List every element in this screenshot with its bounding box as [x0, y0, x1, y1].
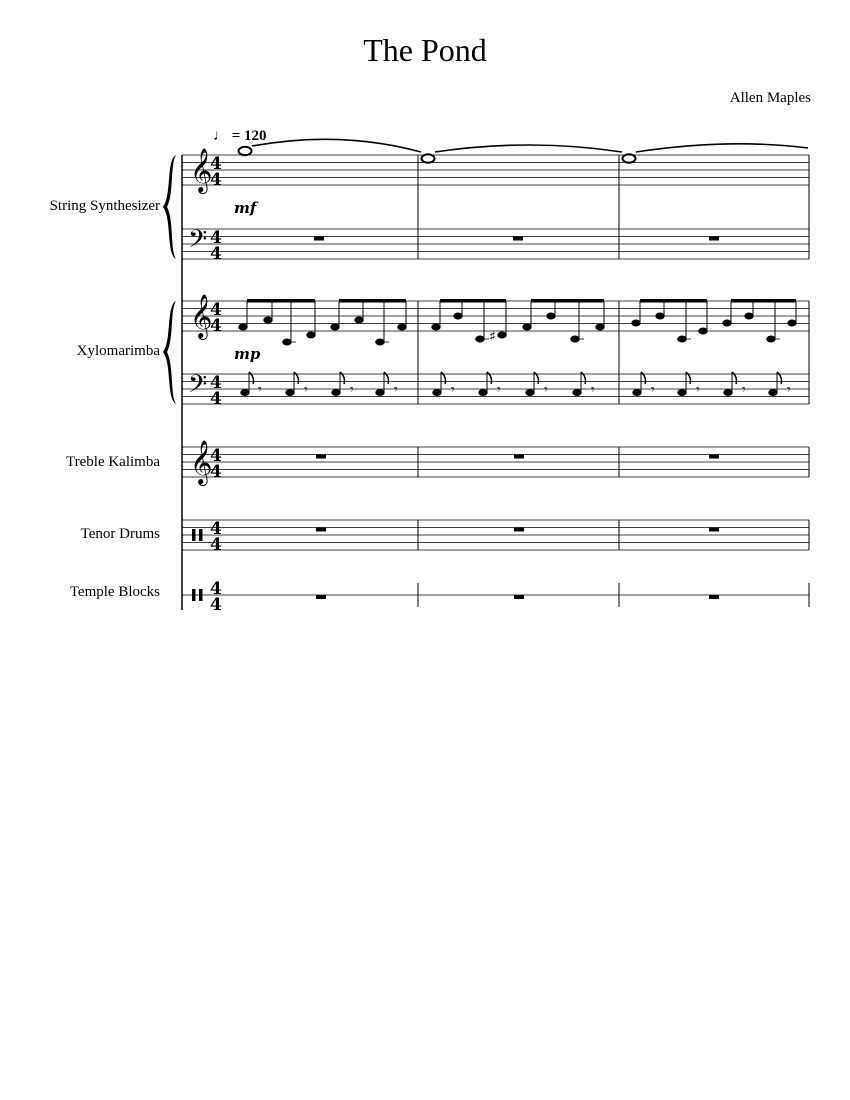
svg-text:4: 4: [210, 300, 222, 320]
treble-clef-icon: 𝄞: [190, 294, 213, 338]
instrument-label-xylomarimba: Xylomarimba: [76, 343, 160, 359]
time-signature-tenor-drums: [210, 519, 222, 555]
staff-string-synth-bass: [182, 229, 809, 259]
treble-clef-icon: 𝄞: [190, 440, 213, 484]
rests-tenor-drums: [316, 528, 719, 532]
eighth-notes-xylomarimba-m3: [632, 299, 796, 342]
svg-text:4: 4: [210, 519, 222, 539]
instrument-label-treble-kalimba: Treble Kalimba: [65, 454, 160, 470]
rests-treble-kalimba: [316, 455, 719, 459]
svg-text:4: 4: [210, 389, 222, 409]
sharp-icon: ♯: [489, 329, 496, 345]
svg-text:𝄾: 𝄾: [451, 382, 455, 398]
svg-text:4: 4: [210, 462, 222, 482]
svg-text:𝄾: 𝄾: [651, 382, 655, 398]
svg-text:𝄾: 𝄾: [258, 382, 262, 398]
svg-text:𝄾: 𝄾: [742, 382, 746, 398]
svg-text:4: 4: [210, 228, 222, 248]
svg-text:4: 4: [210, 170, 222, 190]
bass-clef-icon: 𝄢: [188, 370, 208, 405]
bass-eighths-xylomarimba: [241, 372, 782, 396]
composer-name: Allen Maples: [729, 90, 811, 106]
staff-string-synth-treble: [182, 155, 809, 185]
dynamic-mp: mp: [234, 345, 261, 363]
instrument-label-string-synthesizer: String Synthesizer: [49, 198, 160, 214]
brace-string-synth: [163, 155, 176, 259]
svg-text:4: 4: [210, 244, 222, 264]
barlines-string-synth: [418, 155, 809, 259]
dynamic-mf: mf: [234, 199, 257, 217]
treble-clef-icon: 𝄞: [190, 148, 213, 192]
staff-xylomarimba-bass: [182, 374, 809, 404]
staff-treble-kalimba: [182, 447, 809, 477]
quarter-note-icon: ♩: [213, 128, 228, 144]
time-signature-temple-blocks: [210, 579, 222, 615]
rests-string-synth-bass: [314, 237, 719, 241]
svg-text:4: 4: [210, 154, 222, 174]
brace-xylomarimba: [163, 301, 176, 404]
tempo-value: = 120: [231, 128, 267, 144]
instrument-label-temple-blocks: Temple Blocks: [69, 584, 160, 600]
whole-notes-string-synth: [239, 139, 809, 162]
rests-temple-blocks: [316, 595, 719, 599]
eighth-notes-xylomarimba-m1: [239, 299, 406, 345]
bass-clef-icon: 𝄢: [188, 225, 208, 260]
time-signature-xylomarimba: [210, 300, 222, 409]
instrument-label-tenor-drums: Tenor Drums: [80, 526, 160, 542]
svg-text:4: 4: [210, 579, 222, 599]
svg-text:𝄾: 𝄾: [591, 382, 595, 398]
time-signature-string-synth: [210, 154, 222, 264]
eighth-notes-xylomarimba-m2: [432, 299, 604, 342]
staff-tenor-drums: [182, 520, 809, 550]
svg-text:4: 4: [210, 373, 222, 393]
svg-text:𝄾: 𝄾: [497, 382, 501, 398]
svg-text:𝄾: 𝄾: [350, 382, 354, 398]
staff-xylomarimba-treble: [182, 301, 809, 331]
svg-text:𝄾: 𝄾: [304, 382, 308, 398]
svg-text:4: 4: [210, 595, 222, 615]
svg-text:4: 4: [210, 446, 222, 466]
score-title: The Pond: [363, 32, 487, 68]
svg-text:𝄾: 𝄾: [394, 382, 398, 398]
svg-text:4: 4: [210, 535, 222, 555]
svg-text:4: 4: [210, 316, 222, 336]
svg-text:𝄾: 𝄾: [544, 382, 548, 398]
svg-text:𝄾: 𝄾: [696, 382, 700, 398]
svg-text:𝄾: 𝄾: [787, 382, 791, 398]
time-signature-treble-kalimba: [210, 446, 222, 482]
